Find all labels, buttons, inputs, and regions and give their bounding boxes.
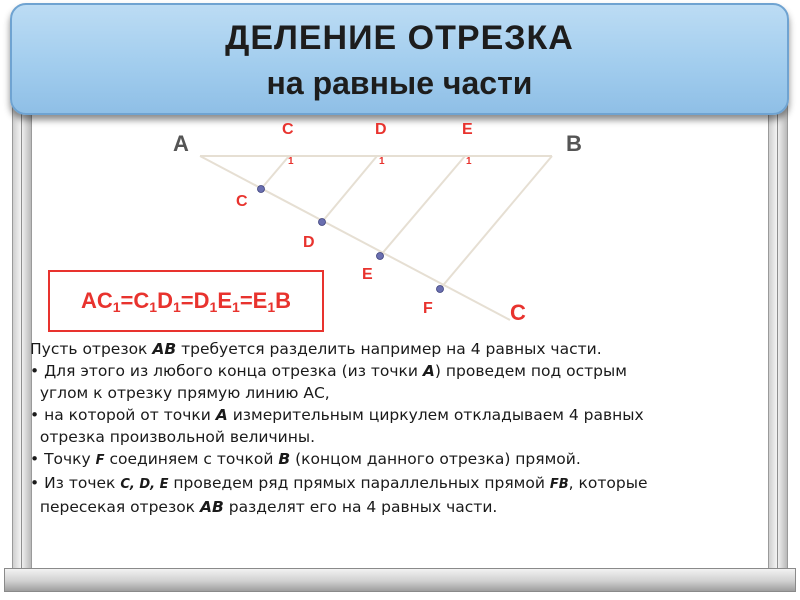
description-text [30,338,782,518]
text-bold: C, D, E [120,477,169,492]
text-line-3: углом к отрезку прямую линию АС, [30,384,330,402]
point-d-dot [319,219,326,226]
text-span: пересекая отрезок [30,498,200,516]
text-bold: F [95,453,105,468]
eq-sub: 1 [149,299,158,315]
label-c: C [236,193,248,210]
text-bold: А [215,406,228,424]
text-span: Пусть отрезок [30,340,153,358]
label-b: B [566,131,582,156]
text-span: , которые [568,474,648,492]
eq-part: D [157,288,173,313]
eq-part: E [217,288,233,313]
point-f-dot [437,286,444,293]
text-span: проведем ряд прямых параллельных прямой [168,474,550,492]
text-span: разделят его на 4 равных части. [223,498,498,516]
text-span: измерительным циркулем откладываем 4 равных [227,406,644,424]
point-c-dot [258,186,265,193]
text-line-7 [30,472,782,496]
parallel-c-c1 [261,156,289,189]
text-line-1 [30,338,782,360]
title-line-2: на равные части [266,65,533,101]
label-ray-end-c: C [510,300,526,325]
text-span: • Точку [30,450,96,468]
text-span: • на которой от точки [30,406,216,424]
text-span: (концом данного отрезка) прямой. [290,450,581,468]
text-line-4 [30,404,782,426]
label-d: D [303,234,315,251]
label-e1: E [462,121,473,138]
text-span: требуется разделить например на 4 равных части. [176,340,602,358]
label-c1-sub: 1 [288,156,294,167]
parallel-e-e1 [380,156,465,256]
equality-box [48,270,324,332]
eq-part: =E [239,288,268,313]
text-line-5: отрезка произвольной величины. [30,428,316,446]
label-d1: D [375,121,387,138]
text-line-6 [30,448,782,472]
text-bold: FB [549,477,569,492]
text-span: • Для этого из любого конца отрезка (из точки [30,362,423,380]
eq-part: AC [80,288,113,313]
eq-sub: 1 [267,299,276,315]
line-fb [440,156,552,289]
eq-sub: 1 [172,299,181,315]
text-span: • Из точек [30,474,121,492]
label-a: A [173,131,189,156]
label-e: E [362,266,373,283]
text-span: соединяем с точкой [104,450,279,468]
eq-part: B [275,288,292,313]
parallel-d-d1 [322,156,377,222]
eq-sub: 1 [232,299,240,315]
text-line-8 [30,496,782,518]
text-bold: AB [152,340,177,358]
label-d1-sub: 1 [379,156,385,167]
label-e1-sub: 1 [466,156,472,167]
text-bold: AB [199,498,224,516]
text-bold: А [422,362,435,380]
text-line-2 [30,360,782,382]
eq-part: =C [120,288,150,313]
label-c1: C [282,121,294,138]
eq-part: =D [180,288,210,313]
point-e-dot [377,253,384,260]
title-line-1: ДЕЛЕНИЕ ОТРЕЗКА [225,19,574,57]
text-bold: В [278,450,291,468]
label-f: F [423,300,433,317]
eq-sub: 1 [209,299,218,315]
eq-sub: 1 [112,299,121,315]
text-span: ) проведем под острым [434,362,627,380]
